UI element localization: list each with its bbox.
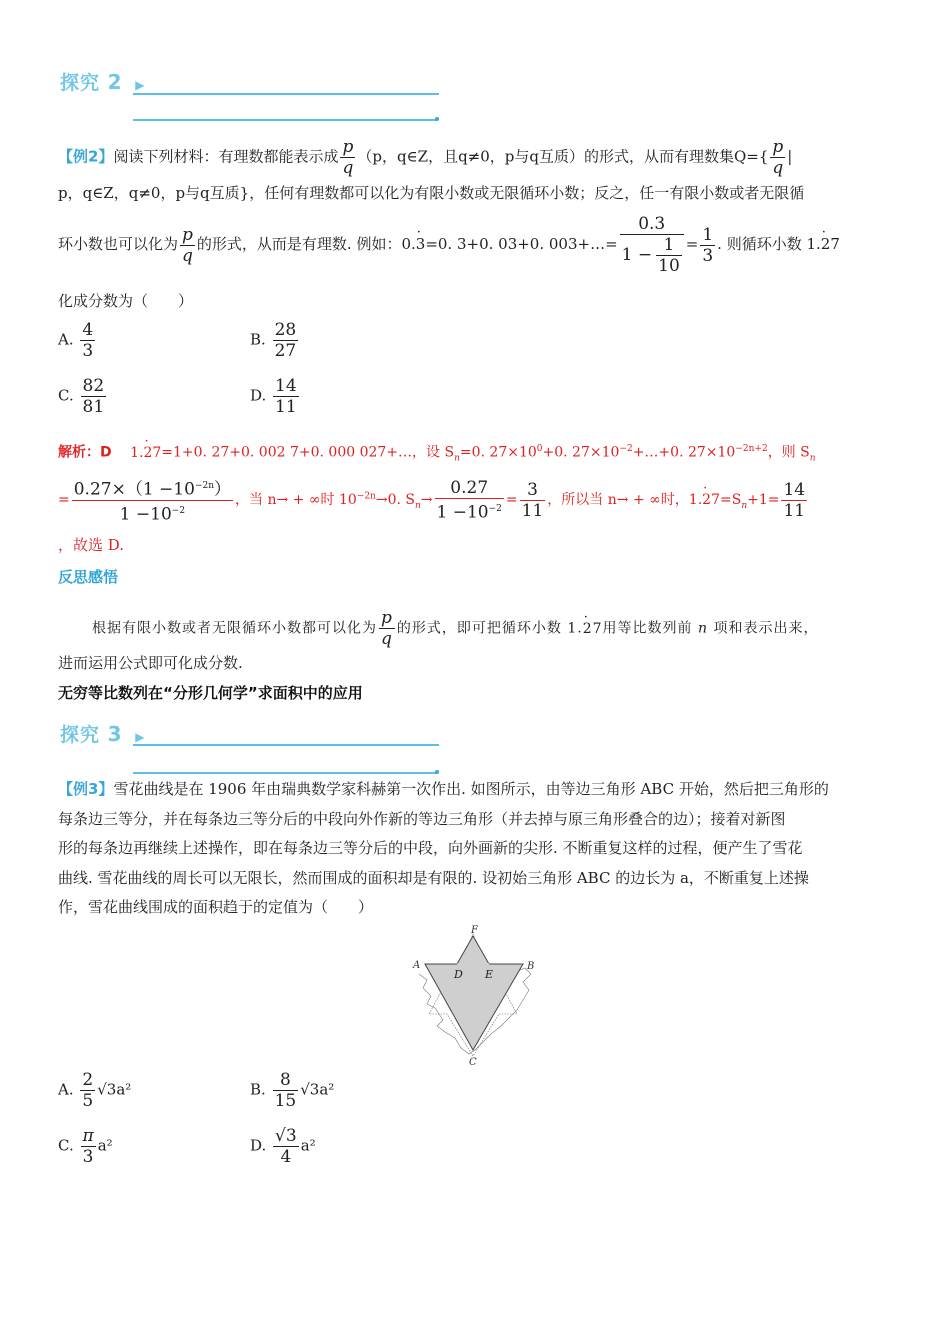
text: 14	[783, 479, 806, 500]
label-a: A	[413, 960, 421, 971]
example-2-line-3	[58, 214, 840, 276]
numerator: 0.3	[620, 214, 684, 235]
numerator: √3	[275, 1126, 297, 1146]
text: 的形式，即可把循环小数 1.	[396, 620, 583, 637]
fraction-one-tenth	[656, 235, 682, 276]
solution-fraction-1	[72, 476, 233, 524]
example-3-line-2: 每条边三等分，并在每条边三等分后的中段向外作新的等边三角形（并去掉与原三角形叠合的边）；接着对新图	[58, 810, 786, 828]
repeating-digits: · 27	[702, 489, 720, 511]
text: 1 −10	[119, 504, 172, 525]
fraction-p-over-q	[180, 225, 195, 266]
numerator: 1	[656, 235, 682, 256]
text: 0.27	[435, 478, 504, 499]
section-title-number: 3	[107, 722, 123, 746]
label-b: B	[527, 961, 535, 972]
label-f: F	[471, 925, 478, 936]
text: 11	[521, 500, 544, 521]
rule-dot	[435, 117, 439, 121]
option-c[interactable]	[58, 376, 108, 417]
numerator: p	[381, 608, 393, 628]
text: 的形式，从而是有理数. 例如：0.	[196, 235, 416, 253]
section-title-word: 探究	[60, 72, 101, 94]
reflection-line-1	[92, 608, 818, 649]
text: →	[420, 492, 433, 509]
denominator: 27	[274, 341, 297, 361]
text: n	[697, 620, 709, 637]
fraction-p-over-q	[379, 608, 395, 649]
section-title-word: 探究	[60, 724, 101, 746]
text: −2n+2	[735, 444, 768, 454]
solution-fraction-2	[435, 478, 504, 523]
example-3-line-3: 形的每条边再继续上述操作，即在每条边三等分后的中段，向外画新的尖形. 不断重复这样的过程，便产生了雪花	[58, 839, 803, 857]
text: n	[809, 453, 816, 464]
koch-snowflake-figure	[405, 922, 545, 1070]
text: −2	[171, 505, 186, 516]
option-d[interactable]	[250, 1126, 316, 1167]
text: |	[787, 147, 793, 166]
text: 3	[520, 480, 546, 501]
denominator: 3	[702, 245, 714, 266]
option-letter: C.	[58, 386, 74, 405]
denominator: q	[381, 629, 393, 649]
option-a[interactable]	[58, 320, 97, 361]
fraction-p-over-q	[770, 137, 785, 178]
denominator: 15	[274, 1091, 297, 1111]
rule-dot	[435, 770, 439, 774]
label-e: E	[485, 968, 494, 981]
option-letter: D.	[250, 1136, 267, 1155]
text: 27	[820, 235, 840, 253]
section-3-rule-bottom	[133, 772, 436, 774]
text: （p，q∈Z，且q≠0，p与q互质）的形式，从而有理数集Q={	[357, 147, 769, 166]
label-c: C	[469, 1057, 477, 1068]
text: 雪花曲线是在 1906 年由瑞典数学家科赫第一次作出. 如图所示，由等边三角形 ABC 开始，然后把三角形的	[113, 780, 829, 798]
text: 用等比数列前	[602, 620, 693, 637]
text: →0. S	[375, 492, 415, 509]
text: −2n	[356, 491, 376, 502]
text: 项和表示出来，	[713, 620, 819, 637]
numerator: 14	[275, 376, 297, 396]
option-tail: a²	[300, 1136, 316, 1155]
text: −2	[488, 503, 502, 514]
numerator: p	[182, 224, 193, 245]
example-3-label: 【例3】	[58, 780, 114, 798]
example-3-line-1	[58, 778, 829, 800]
denominator-prefix: 1 −	[621, 245, 653, 265]
repeating-digits	[821, 233, 840, 255]
numerator: π	[82, 1126, 94, 1146]
option-tail: √3a²	[97, 1080, 132, 1099]
example-2-line-1	[58, 137, 792, 178]
text: +1=	[747, 492, 780, 509]
option-c[interactable]	[58, 1126, 113, 1167]
fraction-geometric-sum	[620, 214, 684, 276]
example-2-line-4: 化成分数为（ ）	[58, 292, 194, 310]
text: −2	[619, 444, 633, 454]
solution-2-conclusion: ，故选 D.	[58, 536, 125, 554]
solution-label: 解析：D	[58, 444, 112, 461]
option-fraction	[273, 320, 299, 361]
text: ，则 S	[767, 444, 810, 461]
text: n	[741, 500, 748, 511]
text: 1.	[130, 444, 144, 461]
option-b[interactable]	[250, 320, 300, 361]
triangle-right-icon: ▶	[135, 730, 146, 744]
option-fraction	[80, 1070, 95, 1111]
text: ，所以当 n→ + ∞时，1.	[547, 492, 703, 509]
option-tail: √3a²	[300, 1080, 335, 1099]
text: +…+0. 27×10	[632, 444, 736, 461]
denominator: q	[182, 245, 193, 266]
repeating-digits: · 27	[143, 442, 161, 464]
text: n	[454, 453, 460, 464]
text: 0.27×（1 −10	[73, 479, 195, 500]
text: n	[415, 500, 421, 511]
denominator: 10	[658, 256, 680, 276]
option-letter: C.	[58, 1136, 74, 1155]
option-letter: A.	[58, 330, 74, 349]
denominator: q	[342, 158, 354, 178]
denominator: 5	[82, 1091, 94, 1111]
denominator: 81	[82, 397, 105, 417]
option-a[interactable]	[58, 1070, 131, 1111]
solution-fraction-3	[520, 480, 546, 521]
example-2-label: 【例2】	[58, 147, 114, 166]
option-letter: B.	[250, 1080, 266, 1099]
option-letter: B.	[250, 330, 266, 349]
section-3-title	[60, 720, 145, 747]
option-tail: a²	[97, 1136, 113, 1155]
option-fraction	[80, 320, 95, 361]
topic-heading: 无穷等比数列在“分形几何学”求面积中的应用	[58, 684, 363, 702]
numerator: 8	[273, 1070, 299, 1091]
text: 11	[783, 500, 806, 521]
text: =1+0. 27+0. 002 7+0. 000 027+…，设 S	[161, 444, 455, 461]
option-d[interactable]	[250, 376, 301, 417]
solution-2-line-1	[58, 438, 816, 469]
text: . 则循环小数 1.	[717, 235, 821, 253]
section-2-rule-top	[133, 93, 439, 95]
text: ）	[214, 479, 232, 500]
numerator: 82	[82, 376, 105, 396]
numerator: p	[342, 137, 354, 157]
text: 根据有限小数或者无限循环小数都可以化为	[92, 620, 377, 637]
example-2-line-2: p，q∈Z，q≠0，p与q互质}，任何有理数都可以化为有限小数或无限循环小数；反之，任一有限小数或者无限循	[58, 184, 805, 202]
denominator: 4	[280, 1147, 292, 1167]
section-3-rule-top	[133, 744, 439, 746]
option-fraction	[273, 1070, 299, 1111]
text: 环小数也可以化为	[58, 235, 179, 253]
denominator: 3	[82, 341, 94, 361]
repeating-digits: · 27	[583, 618, 603, 640]
numerator: 1	[702, 224, 714, 245]
text: =S	[719, 492, 742, 509]
text: =0. 27×10	[459, 444, 537, 461]
denominator: 11	[275, 397, 297, 417]
numerator: 28	[274, 320, 297, 340]
repeating-digit: · 3	[416, 233, 426, 255]
triangle-right-icon: ▶	[135, 78, 146, 92]
label-d: D	[454, 968, 463, 981]
denominator: q	[772, 158, 784, 178]
section-2-title	[60, 68, 145, 95]
option-fraction	[81, 1126, 96, 1167]
denominator: 3	[82, 1147, 94, 1167]
example-3-line-5: 作，雪花曲线围成的面积趋于的定值为（ ）	[58, 898, 374, 916]
text: +0. 27×10	[542, 444, 620, 461]
reflection-line-2: 进而运用公式即可化成分数.	[58, 654, 243, 672]
option-b[interactable]	[250, 1070, 334, 1111]
option-letter: D.	[250, 386, 267, 405]
text: ，当 n→ + ∞时 10	[235, 492, 357, 509]
section-2-rule-bottom	[133, 119, 436, 121]
fraction-p-over-q	[340, 137, 355, 178]
numerator: p	[772, 137, 784, 157]
option-letter: A.	[58, 1080, 74, 1099]
text: −2n	[194, 481, 215, 491]
section-title-number: 2	[107, 70, 123, 94]
solution-2-line-2	[58, 476, 809, 524]
numerator: 4	[82, 320, 94, 340]
option-fraction	[273, 376, 299, 417]
reflection-heading: 反思感悟	[58, 568, 119, 586]
text: 阅读下列材料：有理数都能表示成	[113, 147, 339, 166]
solution-fraction-4	[781, 480, 807, 521]
text: =	[685, 235, 699, 253]
option-fraction	[81, 376, 107, 417]
text: =	[58, 492, 70, 509]
fraction-one-third	[700, 225, 715, 266]
text: =	[505, 492, 518, 509]
numerator: 2	[82, 1070, 94, 1090]
option-fraction	[273, 1126, 299, 1167]
example-3-line-4: 曲线. 雪花曲线的周长可以无限长，然而围成的面积却是有限的. 设初始三角形 ABC 的边长为 a，不断重复上述操	[58, 869, 809, 887]
text: =0. 3+0. 03+0. 003+…=	[425, 235, 618, 253]
text: 1 −10	[436, 502, 489, 523]
text: 0	[536, 444, 543, 454]
